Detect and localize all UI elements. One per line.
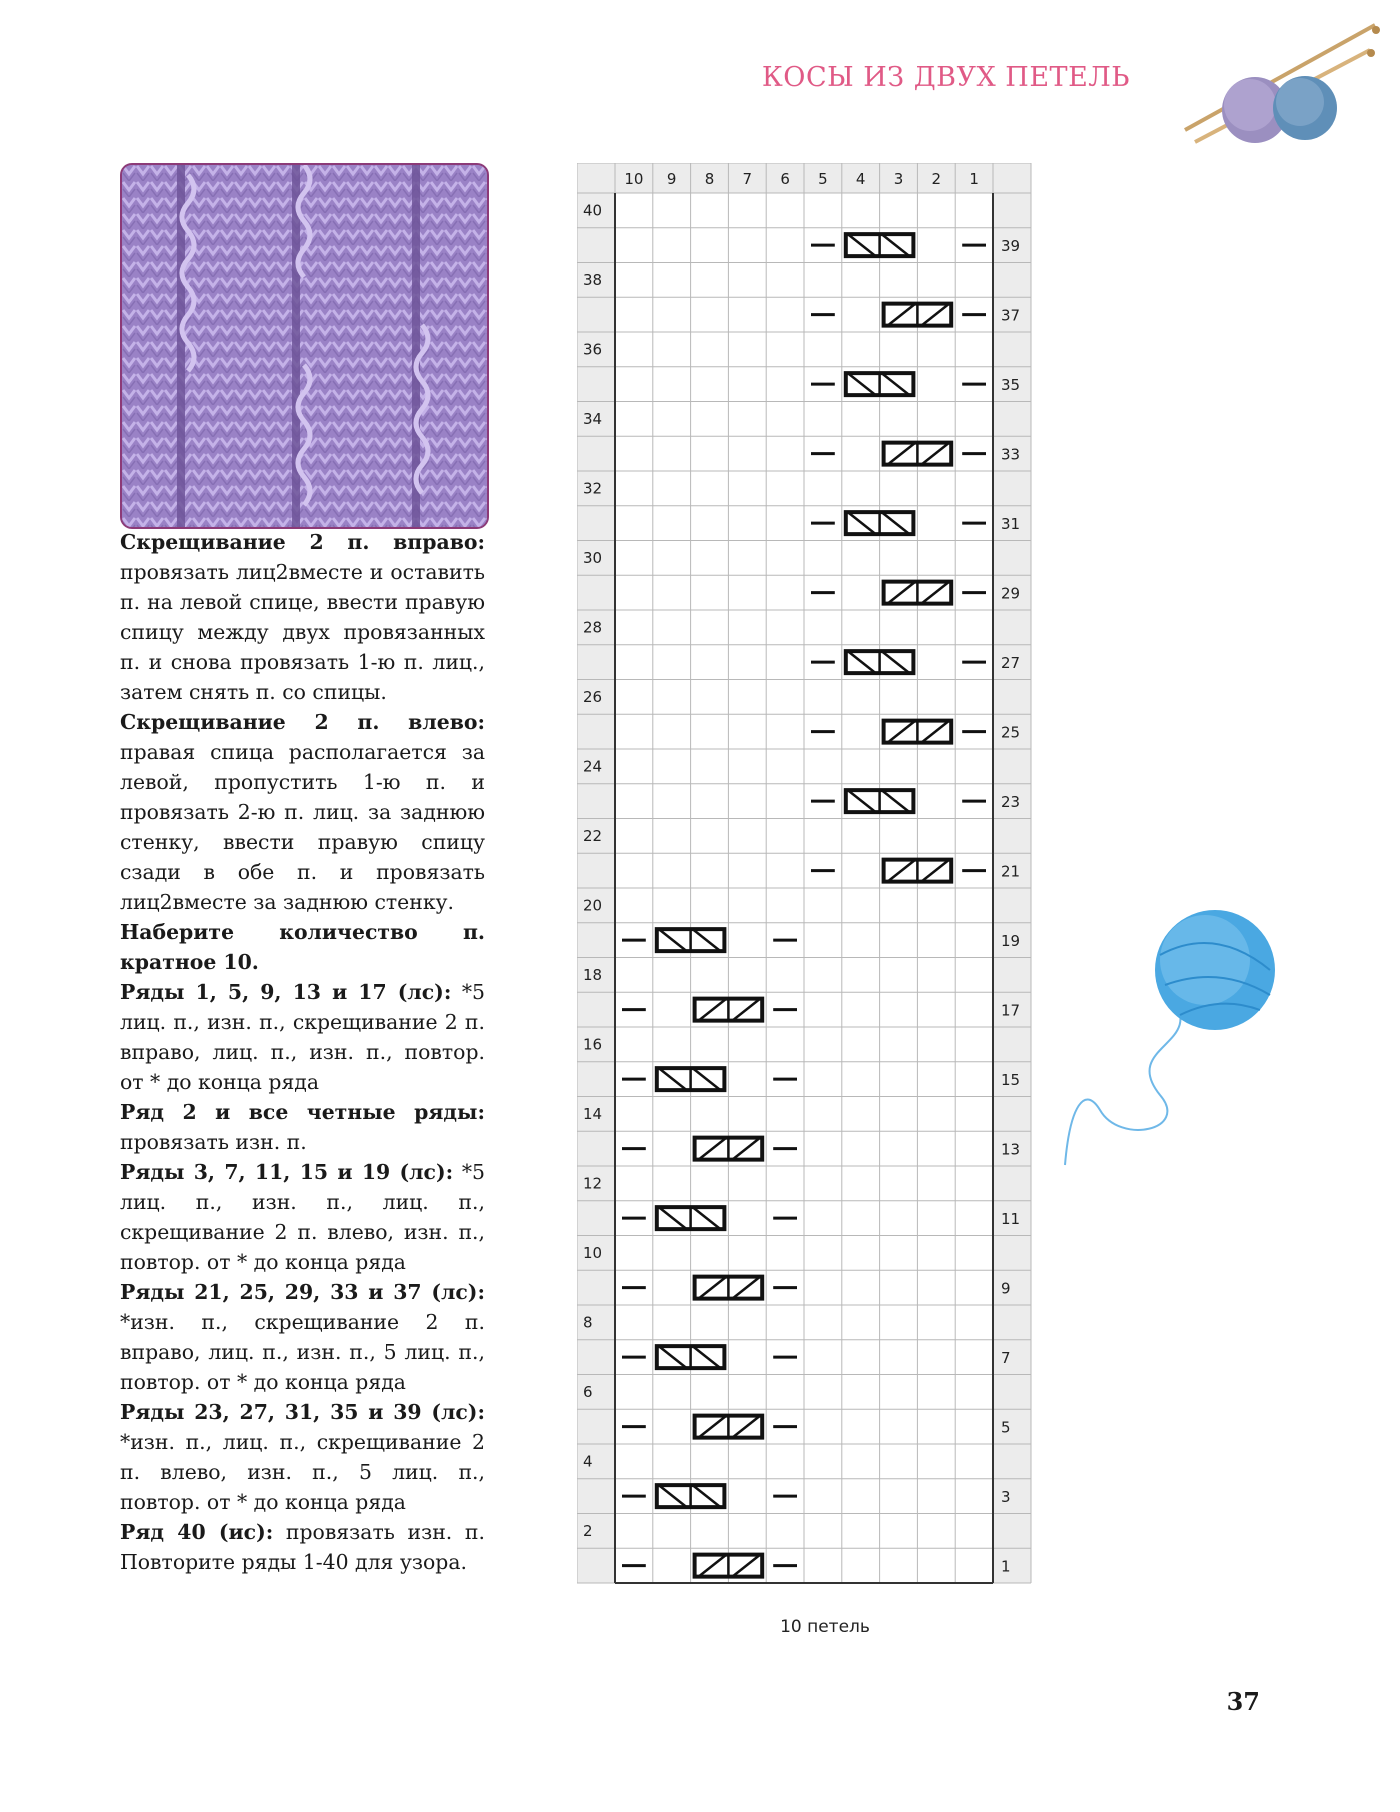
column-number: 3 [893, 170, 904, 188]
row-number-right: 27 [1001, 654, 1021, 673]
knitting-chart [577, 163, 1037, 1598]
page-title: КОСЫ ИЗ ДВУХ ПЕТЕЛЬ [761, 62, 1130, 93]
row-number-left: 16 [583, 1035, 603, 1054]
row-number-right: 17 [1001, 1001, 1021, 1020]
row-number-right: 15 [1001, 1071, 1021, 1090]
column-number: 2 [931, 170, 942, 188]
row-number-right: 29 [1001, 584, 1021, 603]
row-number-left: 6 [583, 1382, 593, 1401]
row-number-left: 8 [583, 1313, 593, 1332]
column-number: 8 [704, 170, 715, 188]
column-number: 5 [818, 170, 828, 188]
row-number-right: 39 [1001, 237, 1021, 256]
row-number-left: 28 [583, 618, 603, 637]
column-number: 10 [624, 170, 644, 188]
row-number-left: 18 [583, 965, 603, 984]
instruction-rows-1-17: Ряды 1, 5, 9, 13 и 17 (лс): *5 лиц. п., изн. п., скрещивание 2 п. вправо, лиц. п., изн. п., повтор. от * до конца ряда [120, 980, 485, 1094]
row-number-right: 31 [1001, 515, 1021, 534]
instruction-rows-3-19: Ряды 3, 7, 11, 15 и 19 (лс): *5 лиц. п., изн. п., лиц. п., скрещивание 2 п. влево, изн. п., повтор. от * до конца ряда [120, 1160, 485, 1274]
instruction-cast-on: Наберите количество п. кратное 10. [120, 920, 485, 974]
row-number-left: 26 [583, 687, 603, 706]
row-number-right: 3 [1001, 1488, 1011, 1507]
column-number: 6 [780, 170, 790, 188]
row-number-right: 19 [1001, 932, 1021, 951]
row-number-left: 30 [583, 548, 603, 567]
row-number-left: 34 [583, 409, 603, 428]
row-number-right: 5 [1001, 1418, 1011, 1437]
row-number-right: 23 [1001, 793, 1021, 812]
row-number-right: 7 [1001, 1349, 1011, 1368]
row-number-left: 10 [583, 1243, 603, 1262]
instruction-rows-21-37: Ряды 21, 25, 29, 33 и 37 (лс): *изн. п., скрещивание 2 п. вправо, лиц. п., изн. п., 5 лиц. п., повтор. от * до конца ряда [120, 1280, 485, 1394]
chart-stitch-count: 10 петель [780, 1617, 870, 1637]
column-number: 9 [666, 170, 677, 188]
swatch-texture [122, 165, 487, 527]
instruction-cross-left: Скрещивание 2 п. влево: правая спица располагается за левой, пропустить 1-ю п. и провязать 2-ю п. лиц. за заднюю стенку, ввести правую спицу сзади в обе п. и провязать лиц2вместе за заднюю стенку. [120, 710, 485, 914]
row-number-right: 33 [1001, 445, 1021, 464]
row-number-right: 13 [1001, 1140, 1021, 1159]
column-number: 4 [855, 170, 866, 188]
row-number-right: 35 [1001, 376, 1021, 395]
yarn-needles-illustration [1180, 20, 1380, 150]
blue-yarn-ball-illustration [1060, 905, 1320, 1185]
row-number-right: 9 [1001, 1279, 1011, 1298]
row-number-left: 36 [583, 340, 603, 359]
knitted-swatch-photo [120, 163, 489, 529]
row-number-left: 38 [583, 270, 603, 289]
row-number-left: 32 [583, 479, 603, 498]
instructions-text [120, 527, 485, 1577]
page-number: 37 [1226, 1687, 1260, 1716]
column-number: 7 [742, 170, 753, 188]
row-number-left: 22 [583, 826, 603, 845]
row-number-left: 40 [583, 201, 603, 220]
instruction-cross-right: Скрещивание 2 п. вправо: провязать лиц2вместе и оставить п. на левой спице, ввести правую спицу между двух провязанных п. и снова провязать 1-ю п. лиц., затем снять п. со спицы. [120, 530, 485, 704]
row-number-left: 4 [583, 1452, 593, 1471]
row-number-left: 2 [583, 1521, 593, 1540]
row-number-left: 14 [583, 1104, 603, 1123]
row-number-right: 11 [1001, 1210, 1021, 1229]
row-number-right: 37 [1001, 306, 1021, 325]
column-number: 1 [969, 170, 979, 188]
instruction-row-40: Ряд 40 (ис): провязать изн. п. Повторите ряды 1-40 для узора. [120, 1520, 485, 1574]
row-number-right: 21 [1001, 862, 1021, 881]
instruction-rows-23-39: Ряды 23, 27, 31, 35 и 39 (лс): *изн. п., лиц. п., скрещивание 2 п. влево, изн. п., 5 лиц. п., повтор. от * до конца ряда [120, 1400, 485, 1514]
row-number-left: 24 [583, 757, 603, 776]
row-number-left: 20 [583, 896, 603, 915]
row-number-right: 25 [1001, 723, 1021, 742]
row-number-right: 1 [1001, 1557, 1011, 1576]
instruction-even-rows: Ряд 2 и все четные ряды: провязать изн. п. [120, 1100, 485, 1154]
row-number-left: 12 [583, 1174, 603, 1193]
